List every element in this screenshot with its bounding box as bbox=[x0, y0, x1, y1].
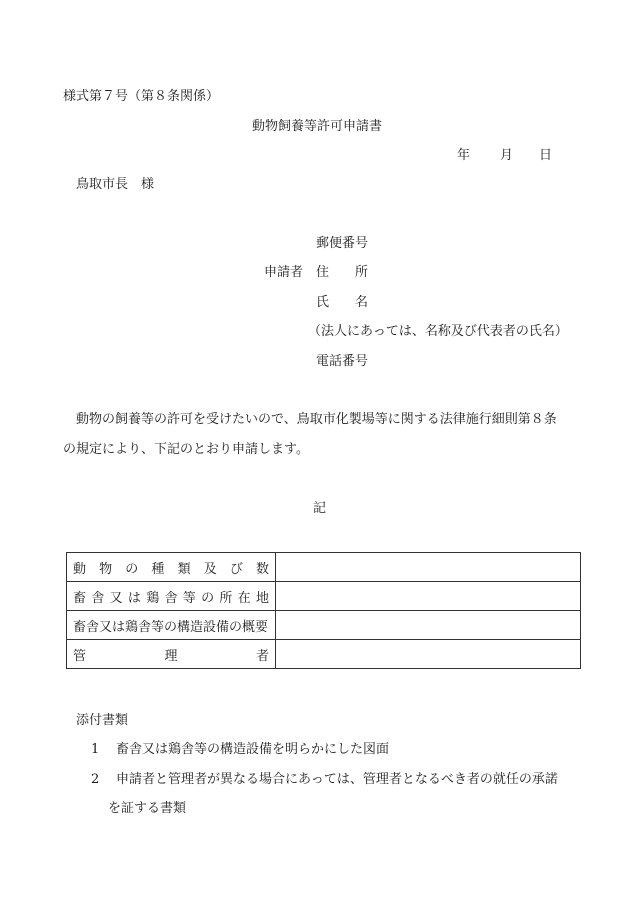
facility-structure-value[interactable] bbox=[276, 611, 581, 640]
facility-location-label: 畜 舎 又 は 鶏 舎 等 の 所 在 地 bbox=[73, 590, 269, 606]
table-row bbox=[67, 553, 581, 582]
form-number: 様式第７号（第８条関係） bbox=[63, 89, 220, 104]
table-row bbox=[67, 640, 581, 669]
manager-value[interactable] bbox=[276, 640, 581, 669]
facility-location-value[interactable] bbox=[276, 582, 581, 611]
form-title: 動物飼養等許可申請書 bbox=[252, 119, 383, 134]
postal-code-label: 郵便番号 bbox=[316, 236, 369, 251]
addressee: 鳥取市長 様 bbox=[76, 177, 155, 192]
applicant-label: 申請者 bbox=[264, 265, 304, 280]
date-month: 月 bbox=[500, 148, 514, 163]
date-year: 年 bbox=[457, 148, 471, 163]
name-label: 氏 名 bbox=[316, 295, 369, 310]
attachment-1-text: 畜舎又は鶏舎等の構造設備を明らかにした図面 bbox=[116, 742, 390, 757]
table-row bbox=[67, 582, 581, 611]
corporate-note: （法人にあっては、名称及び代表者の氏名） bbox=[308, 324, 568, 339]
phone-label: 電話番号 bbox=[316, 354, 369, 369]
attachment-2-text: 申請者と管理者が異なる場合にあっては、管理者となるべき者の就任の承諾 bbox=[116, 772, 558, 787]
table-row bbox=[67, 611, 581, 640]
attachment-1-number: 1 bbox=[91, 742, 100, 757]
application-table bbox=[66, 552, 581, 669]
attachment-2-number: 2 bbox=[91, 772, 100, 787]
date-day: 日 bbox=[539, 148, 553, 163]
address-label: 住 所 bbox=[316, 265, 369, 280]
manager-label: 管 理 者 bbox=[73, 648, 269, 664]
attachments-heading: 添付書類 bbox=[76, 713, 129, 728]
animal-types-label: 動 物 の 種 類 及 び 数 bbox=[73, 561, 269, 577]
body-line-2: の規定により、下記のとおり申請します。 bbox=[63, 442, 309, 457]
body-line-1: 動物の飼養等の許可を受けたいので、鳥取市化製場等に関する法律施行細則第８条 bbox=[63, 412, 557, 427]
ki-heading: 記 bbox=[313, 501, 327, 516]
facility-structure-label: 畜舎又は鶏舎等の構造設備の概要 bbox=[73, 619, 269, 635]
animal-types-value[interactable] bbox=[276, 553, 581, 582]
attachment-2-text-cont: を証する書類 bbox=[108, 801, 187, 816]
